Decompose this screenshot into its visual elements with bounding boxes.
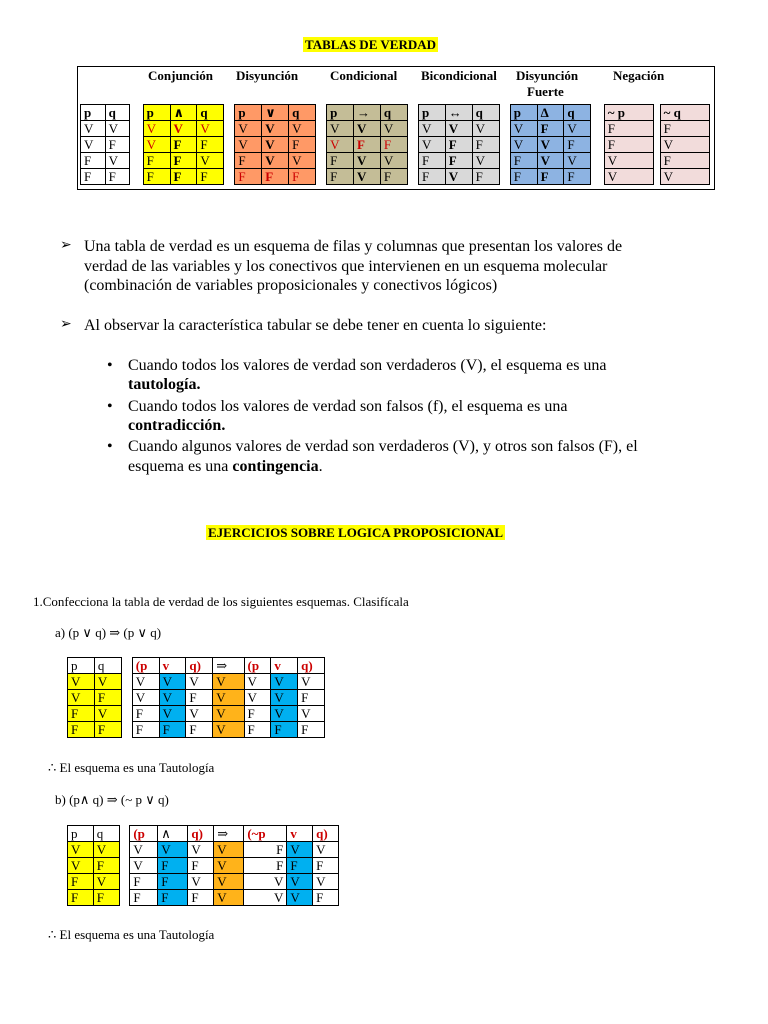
- cell: F: [604, 121, 653, 137]
- cell: F: [510, 153, 537, 169]
- cell: F: [537, 121, 564, 137]
- cell: V: [186, 706, 213, 722]
- cell: q: [93, 826, 119, 842]
- table-row: [81, 137, 710, 153]
- cell: F: [380, 137, 407, 153]
- table-row: [68, 842, 339, 858]
- cell-h-neg-q: ~ q: [660, 105, 709, 121]
- cell: F: [158, 858, 188, 874]
- cell: ∧: [158, 826, 188, 842]
- cell: V: [287, 874, 313, 890]
- dot-bullet-icon: •: [107, 438, 113, 455]
- exercises-title: EJERCICIOS SOBRE LOGICA PROPOSICIONAL: [208, 525, 504, 540]
- cell: V: [445, 169, 472, 185]
- cell-h-disy-q: q: [289, 105, 316, 121]
- cell: V: [186, 674, 213, 690]
- cell: V: [380, 153, 407, 169]
- cell: F: [130, 890, 158, 906]
- table-row: [68, 890, 339, 906]
- cell: V: [132, 690, 159, 706]
- cell: V: [159, 674, 186, 690]
- cell: F: [186, 690, 213, 706]
- cell: F: [68, 890, 94, 906]
- cell: F: [313, 858, 339, 874]
- dot-bullet-icon: •: [107, 398, 113, 415]
- cell: V: [68, 858, 94, 874]
- cell: V: [289, 153, 316, 169]
- cell: (~p: [244, 826, 287, 842]
- page-title: TABLAS DE VERDAD: [305, 37, 436, 52]
- cell: F: [188, 890, 214, 906]
- bullet-1-line-3: (combinación de variables proposicionales y conectivos lógicos): [84, 277, 498, 294]
- cell: V: [130, 842, 158, 858]
- exercise-intro: 1.Confecciona la tabla de verdad de los siguientes esquemas. Clasifícala: [33, 594, 409, 609]
- table-row: [81, 153, 710, 169]
- cell: V: [68, 842, 94, 858]
- cell: F: [197, 169, 224, 185]
- cell: V: [235, 121, 262, 137]
- cell: V: [159, 706, 186, 722]
- cell: F: [418, 153, 445, 169]
- cell: V: [604, 169, 653, 185]
- cell: V: [213, 690, 244, 706]
- cell-h-df-p: p: [510, 105, 537, 121]
- cell: F: [94, 722, 121, 738]
- cell: V: [271, 706, 298, 722]
- cell: F: [244, 842, 287, 858]
- cell: F: [537, 169, 564, 185]
- cell: V: [271, 690, 298, 706]
- cell: V: [132, 674, 159, 690]
- arrow-bullet-icon: ➢: [60, 238, 72, 253]
- exercise-b-conclusion: ∴ El esquema es una Tautología: [48, 927, 215, 942]
- cell: V: [81, 121, 106, 137]
- cell: V: [298, 674, 325, 690]
- cell: (p: [130, 826, 158, 842]
- cell: V: [354, 169, 381, 185]
- cell: F: [418, 169, 445, 185]
- cell: V: [418, 137, 445, 153]
- cell: V: [418, 121, 445, 137]
- cell: ⇒: [213, 658, 244, 674]
- cell: F: [510, 169, 537, 185]
- cell: V: [564, 121, 591, 137]
- cell: p: [68, 658, 95, 674]
- cell: F: [143, 153, 170, 169]
- cell: F: [289, 169, 316, 185]
- cell: F: [244, 706, 271, 722]
- cell: F: [105, 137, 130, 153]
- cell: F: [158, 890, 188, 906]
- cell: V: [213, 722, 244, 738]
- cell: p: [68, 826, 94, 842]
- cell: V: [354, 153, 381, 169]
- cell: V: [143, 137, 170, 153]
- cell: q): [186, 658, 213, 674]
- exercise-b-label: b) (p∧ q) ⇒ (~ p ∨ q): [55, 792, 169, 807]
- cell-h-cond-q: q: [380, 105, 407, 121]
- cell: V: [327, 137, 354, 153]
- cell: V: [68, 690, 95, 706]
- table-header-row: [68, 658, 325, 674]
- cell: q): [188, 826, 214, 842]
- cell: v: [271, 658, 298, 674]
- cell: V: [130, 858, 158, 874]
- cell-h-conj-q: q: [197, 105, 224, 121]
- cell: F: [271, 722, 298, 738]
- cell: F: [130, 874, 158, 890]
- cell: F: [287, 858, 313, 874]
- cell: F: [93, 858, 119, 874]
- cell: F: [564, 137, 591, 153]
- cell: v: [159, 658, 186, 674]
- cell: V: [235, 137, 262, 153]
- cell-h-disy-op: ∨: [262, 105, 289, 121]
- cell: F: [445, 137, 472, 153]
- cell-h-bic-op: ↔: [445, 105, 472, 121]
- cell-h-q: q: [105, 105, 130, 121]
- cell: F: [564, 169, 591, 185]
- cell: V: [244, 874, 287, 890]
- table-header-row: [81, 105, 710, 121]
- table-row: [68, 674, 325, 690]
- cell-h-conj-op: ∧: [170, 105, 197, 121]
- table-row: [68, 858, 339, 874]
- cell: V: [445, 121, 472, 137]
- table-row: [68, 722, 325, 738]
- table-row: [81, 169, 710, 185]
- cell: F: [327, 169, 354, 185]
- cell: V: [188, 842, 214, 858]
- cell: F: [380, 169, 407, 185]
- cell: F: [159, 722, 186, 738]
- definition-3: Cuando algunos valores de verdad son verdaderos (V), y otros son falsos (F), el: [128, 438, 638, 455]
- cell: F: [235, 169, 262, 185]
- cell: V: [214, 890, 244, 906]
- cell: V: [537, 137, 564, 153]
- cell: V: [660, 137, 709, 153]
- cell: F: [298, 722, 325, 738]
- header-conjuncion: Conjunción: [148, 68, 214, 83]
- cell: F: [298, 690, 325, 706]
- cell: F: [289, 137, 316, 153]
- cell: F: [313, 890, 339, 906]
- cell: V: [660, 169, 709, 185]
- cell: V: [213, 674, 244, 690]
- table-row: [81, 121, 710, 137]
- table-row: [68, 874, 339, 890]
- bullet-1-line-1: Una tabla de verdad es un esquema de filas y columnas que presentan los valores de: [84, 238, 623, 255]
- cell-h-neg-p: ~ p: [604, 105, 653, 121]
- cell: V: [214, 874, 244, 890]
- cell: V: [68, 674, 95, 690]
- table-header-row: [68, 826, 339, 842]
- cell: V: [472, 153, 499, 169]
- cell-h-conj-p: p: [143, 105, 170, 121]
- cell: V: [213, 706, 244, 722]
- cell: F: [81, 153, 106, 169]
- cell-h-p: p: [81, 105, 106, 121]
- cell: V: [244, 674, 271, 690]
- cell: V: [472, 121, 499, 137]
- cell: F: [445, 153, 472, 169]
- cell-h-df-op: Δ: [537, 105, 564, 121]
- cell: V: [564, 153, 591, 169]
- cell: F: [244, 722, 271, 738]
- cell: F: [327, 153, 354, 169]
- cell: V: [262, 153, 289, 169]
- cell: F: [94, 690, 121, 706]
- cell: V: [159, 690, 186, 706]
- cell: V: [380, 121, 407, 137]
- cell: F: [244, 858, 287, 874]
- definition-1: Cuando todos los valores de verdad son verdaderos (V), el esquema es una: [128, 357, 607, 374]
- cell: V: [170, 121, 197, 137]
- cell: q): [313, 826, 339, 842]
- cell: F: [186, 722, 213, 738]
- cell: F: [170, 137, 197, 153]
- cell: (p: [244, 658, 271, 674]
- cell: V: [188, 874, 214, 890]
- cell-h-df-q: q: [564, 105, 591, 121]
- cell: V: [94, 706, 121, 722]
- cell-h-bic-q: q: [472, 105, 499, 121]
- cell: V: [287, 890, 313, 906]
- cell: F: [105, 169, 130, 185]
- cell: V: [289, 121, 316, 137]
- definition-3-post: .: [318, 458, 323, 475]
- definition-3-line-2: [128, 457, 323, 476]
- table-row: [68, 690, 325, 706]
- cell: F: [235, 153, 262, 169]
- cell: F: [660, 153, 709, 169]
- cell: V: [105, 153, 130, 169]
- header-fuerte: Fuerte: [527, 84, 564, 99]
- cell: F: [68, 722, 95, 738]
- cell: V: [298, 706, 325, 722]
- definition-2-term: contradicción.: [128, 417, 226, 434]
- exercise-a-label: a) (p ∨ q) ⇒ (p ∨ q): [55, 625, 162, 640]
- exercise-a-table: [67, 657, 325, 738]
- cell: q): [298, 658, 325, 674]
- cell: v: [287, 826, 313, 842]
- cell: V: [197, 121, 224, 137]
- cell: V: [94, 674, 121, 690]
- cell: F: [262, 169, 289, 185]
- cell: F: [68, 874, 94, 890]
- header-negacion: Negación: [613, 68, 665, 83]
- cell: V: [313, 874, 339, 890]
- cell: F: [81, 169, 106, 185]
- cell: F: [472, 169, 499, 185]
- cell-h-disy-p: p: [235, 105, 262, 121]
- cell-h-bic-p: p: [418, 105, 445, 121]
- cell: F: [170, 169, 197, 185]
- cell: F: [158, 874, 188, 890]
- cell: F: [132, 722, 159, 738]
- cell: V: [271, 674, 298, 690]
- cell: F: [660, 121, 709, 137]
- cell: V: [93, 874, 119, 890]
- cell: V: [537, 153, 564, 169]
- bullet-2: Al observar la característica tabular se debe tener en cuenta lo siguiente:: [84, 317, 547, 334]
- cell: F: [93, 890, 119, 906]
- arrow-bullet-icon: ➢: [60, 317, 72, 332]
- cell: V: [158, 842, 188, 858]
- definition-1-term: tautología.: [128, 376, 201, 393]
- cell: F: [68, 706, 95, 722]
- cell: F: [132, 706, 159, 722]
- cell: V: [197, 153, 224, 169]
- cell: F: [143, 169, 170, 185]
- cell: V: [604, 153, 653, 169]
- header-bicondicional: Bicondicional: [421, 68, 497, 83]
- cell: V: [143, 121, 170, 137]
- cell: F: [354, 137, 381, 153]
- header-disyuncion-fuerte: Disyunción: [516, 68, 579, 83]
- cell: V: [105, 121, 130, 137]
- cell: F: [170, 153, 197, 169]
- cell: F: [604, 137, 653, 153]
- cell: V: [214, 858, 244, 874]
- cell-h-cond-p: p: [327, 105, 354, 121]
- cell-h-cond-op: →: [354, 105, 381, 121]
- cell: V: [244, 890, 287, 906]
- cell: (p: [132, 658, 159, 674]
- dot-bullet-icon: •: [107, 357, 113, 374]
- header-condicional: Condicional: [330, 68, 398, 83]
- cell: V: [510, 137, 537, 153]
- cell: F: [472, 137, 499, 153]
- cell: V: [354, 121, 381, 137]
- cell: V: [287, 842, 313, 858]
- cell: V: [244, 690, 271, 706]
- cell: V: [214, 842, 244, 858]
- bullet-1-line-2: verdad de las variables y los conectivos que intervienen en un esquema molecular: [84, 258, 608, 275]
- truth-table-main: [80, 104, 710, 185]
- definition-3-term: contingencia: [232, 458, 319, 475]
- exercise-a-conclusion: ∴ El esquema es una Tautología: [48, 760, 215, 775]
- cell: V: [313, 842, 339, 858]
- header-disyuncion: Disyunción: [236, 68, 299, 83]
- cell: F: [197, 137, 224, 153]
- table-row: [68, 706, 325, 722]
- cell: F: [188, 858, 214, 874]
- exercise-b-table: [67, 825, 339, 906]
- cell: V: [327, 121, 354, 137]
- cell: V: [262, 121, 289, 137]
- cell: V: [81, 137, 106, 153]
- cell: V: [510, 121, 537, 137]
- cell: V: [93, 842, 119, 858]
- cell: q: [94, 658, 121, 674]
- definition-3-pre: esquema es una: [128, 458, 233, 475]
- cell: V: [262, 137, 289, 153]
- definition-2: Cuando todos los valores de verdad son falsos (f), el esquema es una: [128, 398, 568, 415]
- cell: ⇒: [214, 826, 244, 842]
